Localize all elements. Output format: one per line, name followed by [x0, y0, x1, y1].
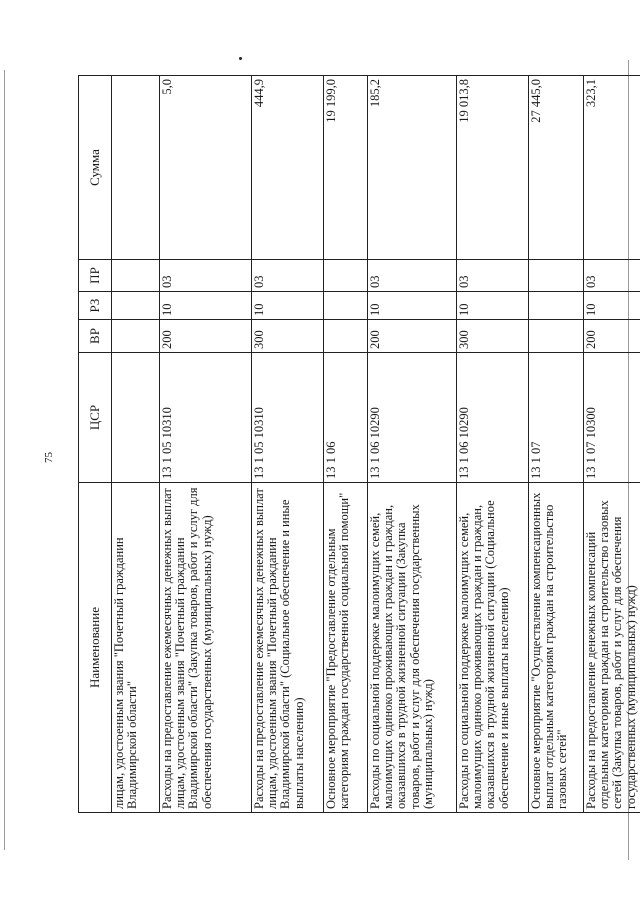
header-name: Наименование: [79, 483, 112, 813]
cell-pr: 03: [457, 260, 529, 292]
cell-pr: 03: [160, 260, 252, 292]
cell-csr: 13 1 06 10290: [457, 353, 529, 483]
cell-name: Расходы на предоставление ежемесячных денежных выплат лицам, удостоенным звания "Почетный гражданин Владимирской области" (Социальное обеспечение и иные выплаты населению): [252, 483, 324, 813]
cell-name: Основное мероприятие "Осуществление компенсационных выплат отдельным категориям граждан на строительство газовых сетей": [529, 483, 584, 813]
cell-name: лицам, удостоенным звания "Почетный гражданин Владимирской области": [112, 483, 160, 813]
cell-rz: 10: [584, 292, 640, 320]
cell-vr: [529, 320, 584, 353]
cell-rz: 10: [160, 292, 252, 320]
cell-name: Расходы по социальной поддержке малоимущих семей, малоимущих одиноко проживающих граждан и граждан, оказавшихся в трудной жизненной ситуации (Закупка товаров, работ и услуг для обеспечения государственных (муниципальных) нужд): [368, 483, 457, 813]
cell-pr: 03: [368, 260, 457, 292]
header-rz: РЗ: [79, 292, 112, 320]
table-row: [584, 76, 640, 813]
cell-rz: [324, 292, 368, 320]
cell-rz: 10: [368, 292, 457, 320]
cell-vr: 300: [252, 320, 324, 353]
cell-sum: 5,0: [160, 76, 252, 260]
table-row: [529, 76, 584, 813]
cell-csr: 13 1 05 10310: [160, 353, 252, 483]
table-row: [112, 76, 160, 813]
table-row: [368, 76, 457, 813]
cell-name: Расходы по социальной поддержке малоимущих семей, малоимущих одиноко проживающих граждан и граждан, оказавшихся в трудной жизненной ситуации (Социальное обеспечение и иные выплаты населению): [457, 483, 529, 813]
budget-table: [78, 75, 640, 813]
cell-vr: 300: [457, 320, 529, 353]
cell-sum: 444,9: [252, 76, 324, 260]
cell-csr: 13 1 05 10310: [252, 353, 324, 483]
table-row: [324, 76, 368, 813]
table-row: [252, 76, 324, 813]
cell-csr: 13 1 06 10290: [368, 353, 457, 483]
cell-pr: 03: [584, 260, 640, 292]
cell-pr: [324, 260, 368, 292]
cell-sum: 323,1: [584, 76, 640, 260]
cell-vr: 200: [368, 320, 457, 353]
cell-vr: [324, 320, 368, 353]
cell-name: Расходы на предоставление ежемесячных денежных выплат лицам, удостоенным звания "Почетный гражданин Владимирской области" (Закупка товаров, работ и услуг для обеспечения государственных (муниципальных) нужд): [160, 483, 252, 813]
cell-rz: 10: [457, 292, 529, 320]
cell-name: Расходы на предоставление денежных компенсаций отдельным категориям граждан на строительство газовых сетей (Закупка товаров, работ и услуг для обеспечения государственных (муниципальных) нужд): [584, 483, 640, 813]
page-number: 75: [43, 452, 55, 463]
cell-sum: 185,2: [368, 76, 457, 260]
cell-pr: [112, 260, 160, 292]
cell-rz: [112, 292, 160, 320]
cell-sum: 27 445,0: [529, 76, 584, 260]
cell-sum: 19 013,8: [457, 76, 529, 260]
cell-pr: 03: [252, 260, 324, 292]
cell-vr: 200: [160, 320, 252, 353]
cell-csr: 13 1 07: [529, 353, 584, 483]
cell-rz: 10: [252, 292, 324, 320]
cell-vr: [112, 320, 160, 353]
cell-rz: [529, 292, 584, 320]
cell-csr: 13 1 07 10300: [584, 353, 640, 483]
cell-csr: [112, 353, 160, 483]
table-header-row: [79, 76, 112, 813]
table-row: [457, 76, 529, 813]
cell-pr: [529, 260, 584, 292]
cell-csr: 13 1 06: [324, 353, 368, 483]
cell-vr: 200: [584, 320, 640, 353]
header-vr: ВР: [79, 320, 112, 353]
cell-sum: 19 199,0: [324, 76, 368, 260]
header-csr: ЦСР: [79, 353, 112, 483]
table-row: [160, 76, 252, 813]
cell-name: Основное мероприятие "Предоставление отдельным категориям граждан государственной социальной помощи": [324, 483, 368, 813]
header-pr: ПР: [79, 260, 112, 292]
header-sum: Сумма: [79, 76, 112, 260]
scan-dot: [239, 57, 242, 60]
cell-sum: [112, 76, 160, 260]
